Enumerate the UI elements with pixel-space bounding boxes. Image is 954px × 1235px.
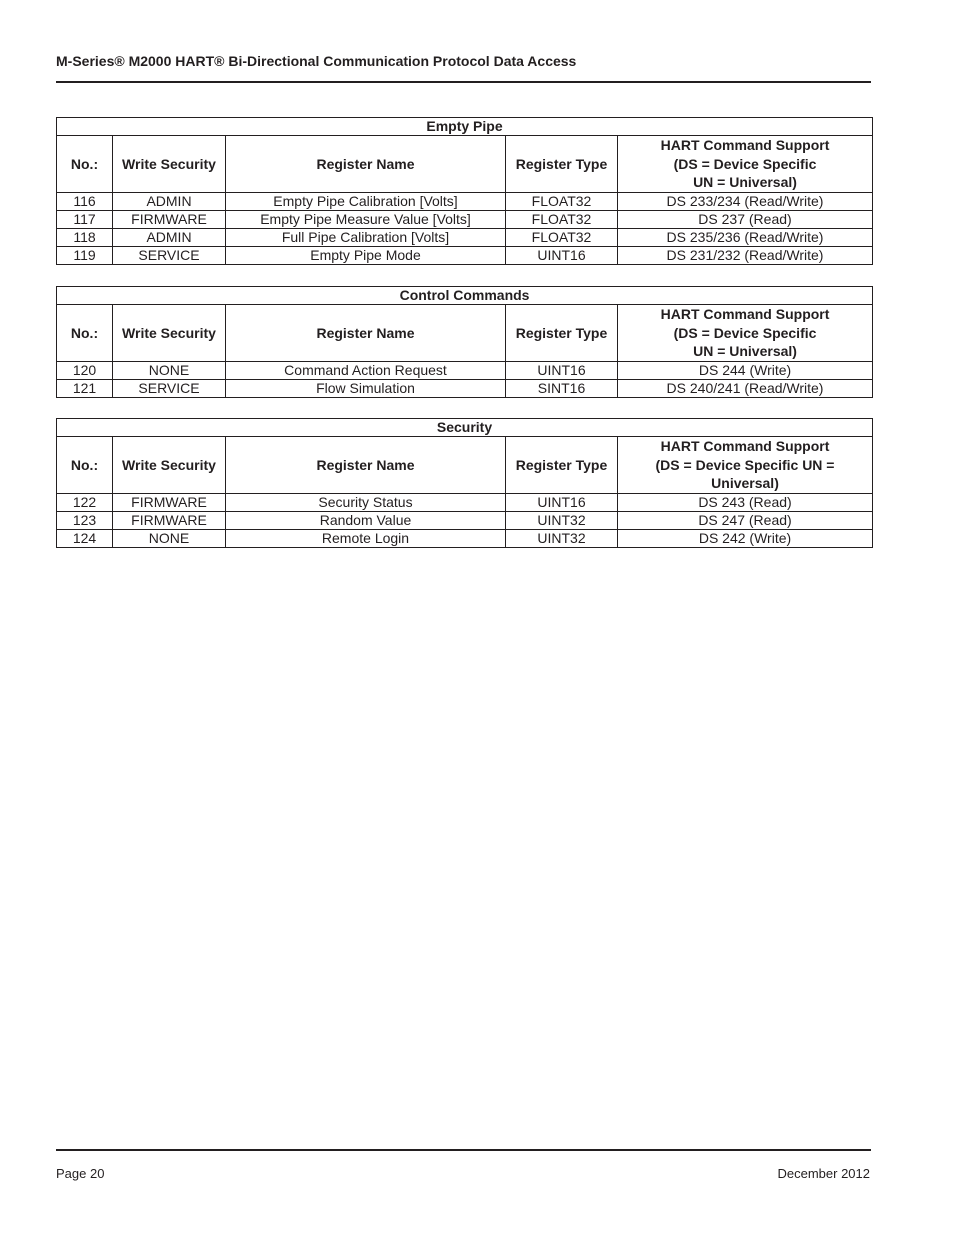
table-row (57, 246, 873, 264)
table-row (57, 529, 873, 547)
cell-no: 122 (57, 493, 113, 511)
cell-write-security: SERVICE (113, 379, 226, 397)
cell-write-security: ADMIN (113, 192, 226, 210)
cell-register-name: Empty Pipe Mode (226, 246, 506, 264)
cell-register-name: Command Action Request (226, 361, 506, 379)
cell-register-name: Full Pipe Calibration [Volts] (226, 228, 506, 246)
column-header-register-name: Register Name (226, 136, 506, 193)
cell-hart-command: DS 240/241 (Read/Write) (618, 379, 873, 397)
column-header-no: No.: (57, 437, 113, 494)
cell-no: 119 (57, 246, 113, 264)
cell-no: 116 (57, 192, 113, 210)
table-row (57, 493, 873, 511)
column-header-register-type: Register Type (506, 437, 618, 494)
cell-register-name: Security Status (226, 493, 506, 511)
cell-no: 117 (57, 210, 113, 228)
footer-divider (56, 1149, 871, 1151)
cell-no: 124 (57, 529, 113, 547)
cell-no: 118 (57, 228, 113, 246)
cell-no: 120 (57, 361, 113, 379)
cell-write-security: NONE (113, 361, 226, 379)
cell-hart-command: DS 231/232 (Read/Write) (618, 246, 873, 264)
cell-register-name: Empty Pipe Calibration [Volts] (226, 192, 506, 210)
cell-hart-command: DS 233/234 (Read/Write) (618, 192, 873, 210)
table-row (57, 228, 873, 246)
cell-register-type: UINT32 (506, 529, 618, 547)
column-header-register-type: Register Type (506, 136, 618, 193)
cell-no: 121 (57, 379, 113, 397)
cell-hart-command: DS 244 (Write) (618, 361, 873, 379)
table-row (57, 210, 873, 228)
cell-write-security: NONE (113, 529, 226, 547)
table-caption: Control Commands (57, 287, 873, 305)
page-number: Page 20 (56, 1166, 105, 1181)
column-header-hart-command-support: HART Command Support (DS = Device Specific UN = Universal) (618, 136, 873, 193)
column-header-register-name: Register Name (226, 305, 506, 362)
cell-register-type: UINT16 (506, 361, 618, 379)
cell-register-type: SINT16 (506, 379, 618, 397)
cell-write-security: FIRMWARE (113, 511, 226, 529)
cell-register-type: FLOAT32 (506, 228, 618, 246)
header-divider (56, 81, 871, 83)
column-header-write-security: Write Security (113, 437, 226, 494)
table-row (57, 192, 873, 210)
cell-write-security: FIRMWARE (113, 210, 226, 228)
cell-register-name: Remote Login (226, 529, 506, 547)
cell-register-name: Empty Pipe Measure Value [Volts] (226, 210, 506, 228)
column-header-register-name: Register Name (226, 437, 506, 494)
control-commands-table (56, 286, 873, 398)
column-header-no: No.: (57, 305, 113, 362)
column-header-hart-command-support: HART Command Support (DS = Device Specific UN = Universal) (618, 305, 873, 362)
cell-register-name: Random Value (226, 511, 506, 529)
cell-hart-command: DS 242 (Write) (618, 529, 873, 547)
table-row (57, 361, 873, 379)
cell-no: 123 (57, 511, 113, 529)
table-caption: Empty Pipe (57, 118, 873, 136)
cell-register-type: FLOAT32 (506, 192, 618, 210)
cell-hart-command: DS 235/236 (Read/Write) (618, 228, 873, 246)
column-header-write-security: Write Security (113, 305, 226, 362)
column-header-register-type: Register Type (506, 305, 618, 362)
cell-register-type: UINT16 (506, 246, 618, 264)
cell-register-name: Flow Simulation (226, 379, 506, 397)
table-row (57, 511, 873, 529)
cell-register-type: UINT16 (506, 493, 618, 511)
cell-register-type: UINT32 (506, 511, 618, 529)
document-header-title: M-Series® M2000 HART® Bi-Directional Communication Protocol Data Access (56, 53, 577, 69)
cell-hart-command: DS 247 (Read) (618, 511, 873, 529)
security-table (56, 418, 873, 548)
column-header-write-security: Write Security (113, 136, 226, 193)
cell-write-security: ADMIN (113, 228, 226, 246)
table-row (57, 379, 873, 397)
cell-write-security: SERVICE (113, 246, 226, 264)
cell-register-type: FLOAT32 (506, 210, 618, 228)
cell-write-security: FIRMWARE (113, 493, 226, 511)
cell-hart-command: DS 237 (Read) (618, 210, 873, 228)
publication-date: December 2012 (777, 1166, 870, 1181)
table-caption: Security (57, 419, 873, 437)
column-header-hart-command-support: HART Command Support (DS = Device Specific UN = Universal) (618, 437, 873, 494)
cell-hart-command: DS 243 (Read) (618, 493, 873, 511)
empty-pipe-table (56, 117, 873, 265)
column-header-no: No.: (57, 136, 113, 193)
